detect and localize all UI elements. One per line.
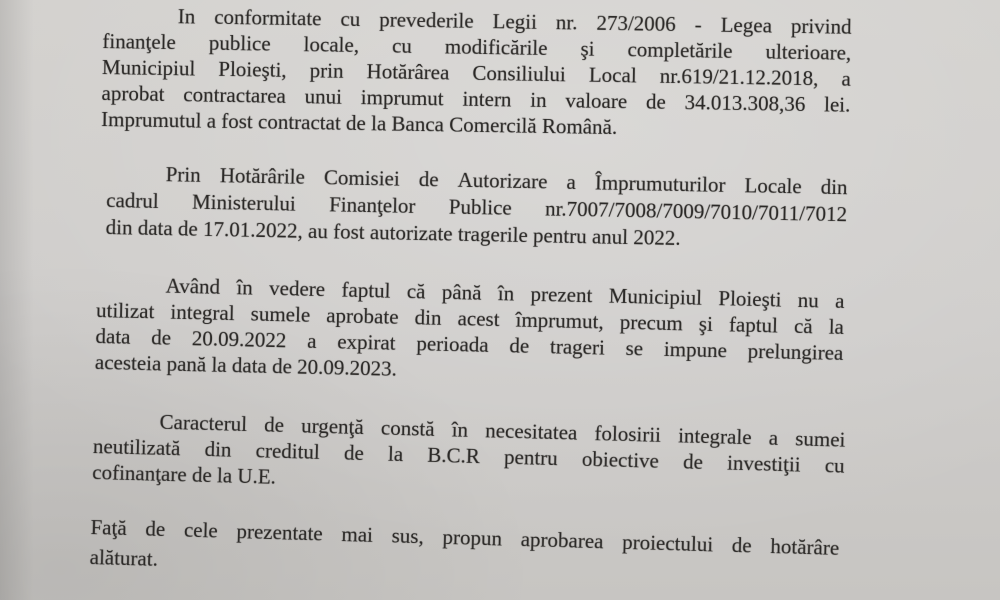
text-line: data de 20.09.2022 a expirat perioada de trageri se impune prelungirea	[95, 323, 844, 365]
text-line: cadrul Ministerului Finanţelor Publice nr.7007/7008/7009/7010/7011/7012	[106, 187, 848, 227]
paragraph-3	[95, 271, 845, 392]
text-line: Faţă de cele prezentate mai sus, propun aprobarea proiectului de hotărâre	[90, 514, 840, 560]
text-line: acesteia pană la data de 20.09.2023.	[94, 349, 398, 381]
text-line: neutilizată din creditul de la B.C.R pentru obiective de investiţii cu	[92, 433, 845, 478]
text-line: aprobat contractarea unui imprumut intern in valoare de 34.013.308,36 lei.	[101, 80, 851, 117]
paragraph-1	[101, 2, 852, 144]
paragraph-4	[92, 407, 846, 505]
text-line: Imprumutul a fost contractat de la Banca Comercilă Română.	[100, 106, 618, 140]
text-line: Municipiul Ploieşti, prin Hotărârea Consiliului Local nr.619/21.12.2018, a	[101, 54, 852, 91]
text-line: din data de 17.01.2022, au fost autorizate tragerile pentru anul 2022.	[105, 214, 681, 251]
text-line: Prin Hotărârile Comisiei de Autorizare a Împrumuturilor Locale din	[165, 162, 848, 200]
text-line: alăturat.	[89, 544, 159, 571]
paragraph-2	[105, 160, 847, 255]
text-line: Având în vedere faptul că până în prezent Municipiul Ploieşti nu a	[165, 273, 845, 313]
text-line: In conformitate cu prevederile Legii nr. 273/2006 - Legea privind	[177, 4, 852, 39]
text-line: utilizat integral sumele aprobate din acest împrumut, precum şi faptul că la	[95, 297, 845, 339]
text-line: Caracterul de urgenţă constă în necesitatea folosirii integrale a sumei	[159, 409, 846, 452]
text-line: finanţele publice locale, cu modificările şi completările ulterioare,	[102, 28, 852, 65]
paragraph-5	[89, 512, 839, 593]
text-line: cofinanţare de la U.E.	[91, 459, 277, 489]
